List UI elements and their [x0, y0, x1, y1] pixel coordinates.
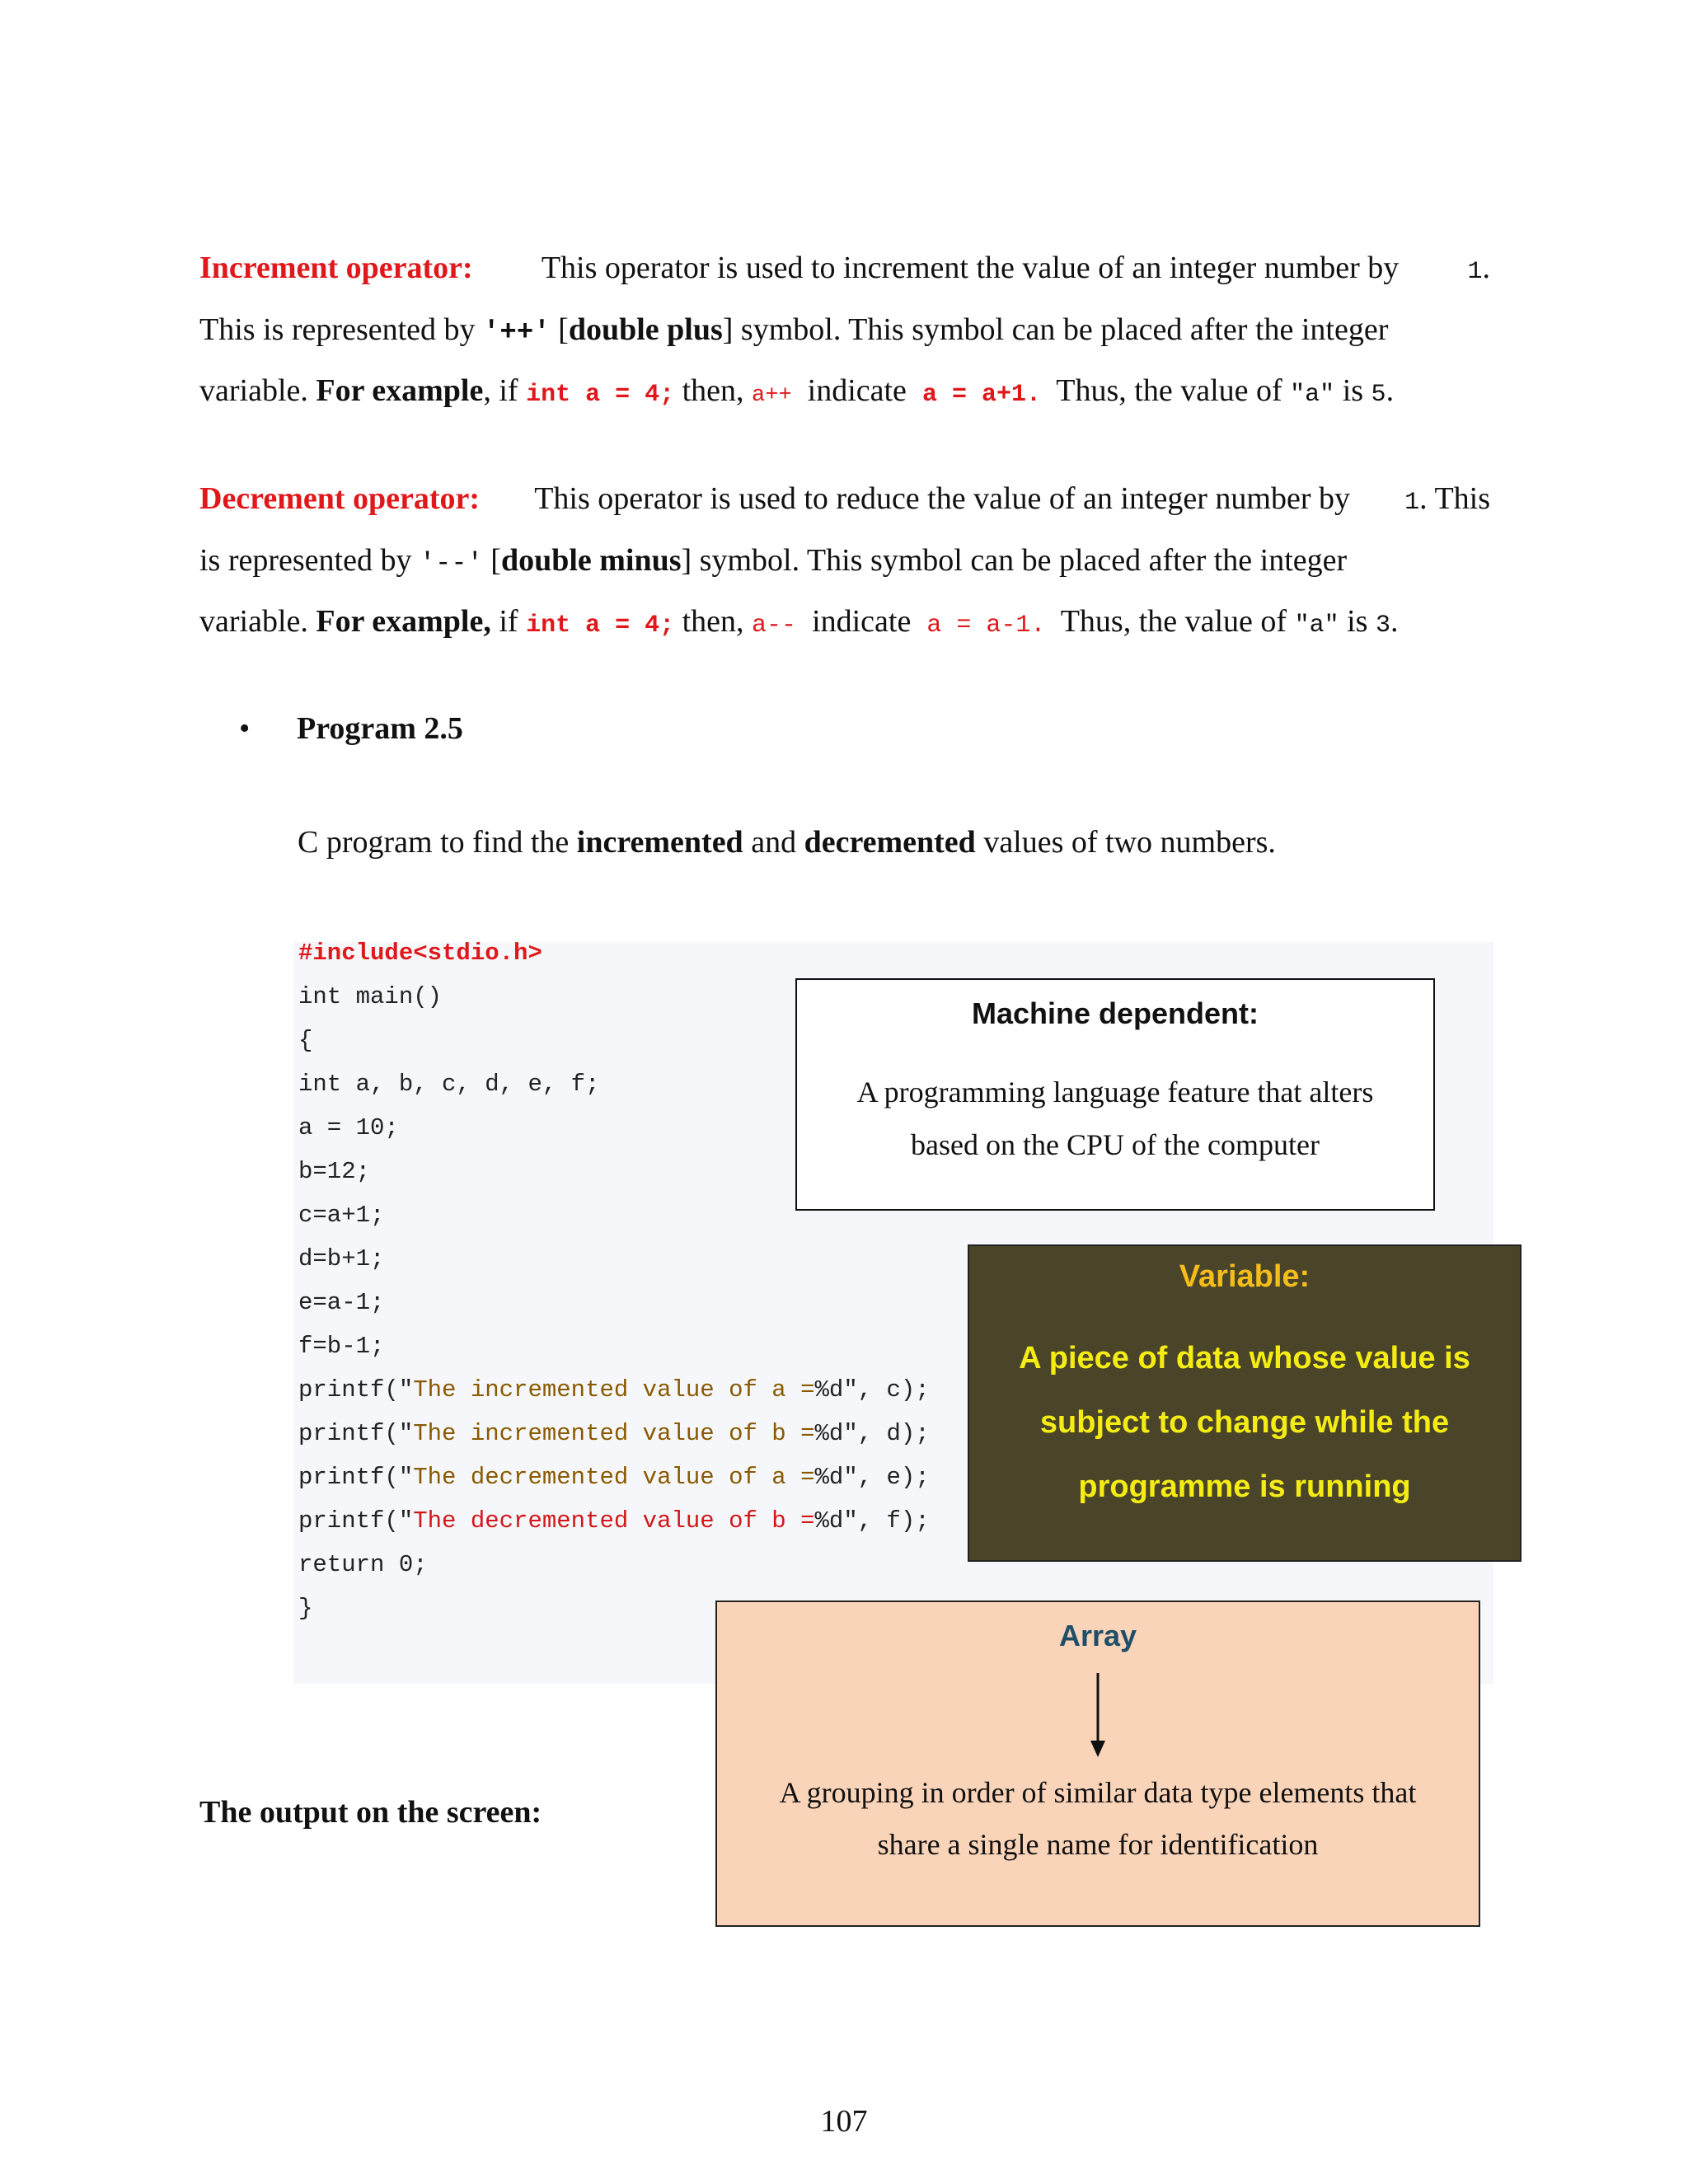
program-desc-bold: incremented	[576, 825, 743, 860]
increment-text: This operator is used to increment the value of an integer number by	[541, 251, 1400, 285]
code-line: d=b+1;	[298, 1245, 385, 1272]
decrement-example-label: For example,	[316, 604, 491, 639]
increment-line-2	[199, 301, 1490, 362]
variable-line: A piece of data whose value is	[1019, 1341, 1470, 1376]
machine-dependent-line: based on the CPU of the computer	[911, 1128, 1320, 1161]
code-printf	[298, 1464, 930, 1491]
increment-heading: Increment operator:	[199, 251, 473, 285]
program-desc-text: and	[751, 825, 797, 860]
decrement-code-declaration: int a = 4;	[526, 612, 675, 640]
decrement-paragraph	[199, 470, 1490, 654]
decrement-text: ] symbol. This symbol can be placed after the integer	[681, 543, 1348, 578]
code-line: b=12;	[298, 1158, 371, 1185]
decrement-text: This operator is used to reduce the value of an integer number by	[534, 481, 1350, 516]
code-token: %d", c);	[814, 1376, 930, 1404]
code-close-brace: }	[298, 1595, 313, 1622]
code-token: printf("	[298, 1507, 414, 1535]
machine-dependent-box	[795, 978, 1435, 1211]
decrement-text: is represented by	[199, 543, 412, 578]
code-line: a = 10;	[298, 1114, 399, 1141]
increment-bold-term: double plus	[568, 312, 723, 347]
program-desc-text: values of two numbers.	[983, 825, 1276, 860]
code-line: int a, b, c, d, e, f;	[298, 1071, 600, 1098]
array-line: share a single name for identification	[877, 1828, 1319, 1861]
decrement-code-operator: a--	[752, 612, 797, 640]
decrement-line-1	[199, 470, 1490, 532]
program-description	[298, 824, 1276, 860]
code-string: The incremented value of a =	[413, 1376, 815, 1404]
increment-bracket: [	[558, 312, 569, 347]
decrement-result: 3	[1375, 612, 1390, 640]
increment-text: , if	[483, 373, 518, 408]
array-line: A grouping in order of similar data type elements that	[779, 1776, 1417, 1809]
increment-punct: .	[1386, 373, 1395, 408]
code-token: %d", f);	[814, 1507, 930, 1535]
increment-text: is	[1342, 373, 1364, 408]
array-title: Array	[1058, 1619, 1137, 1652]
decrement-symbol: '--'	[419, 548, 483, 579]
decrement-punct: . This	[1419, 481, 1490, 516]
output-label: The output on the screen:	[199, 1795, 542, 1830]
decrement-text: Thus, the value of	[1060, 604, 1287, 639]
decrement-number: 1	[1404, 489, 1420, 517]
increment-text: then,	[682, 373, 744, 408]
program-heading	[239, 710, 463, 747]
code-token: %d", e);	[814, 1464, 930, 1491]
array-box	[715, 1601, 1480, 1927]
increment-code-equivalent: a = a+1.	[921, 381, 1041, 409]
code-printf	[298, 1420, 930, 1447]
increment-line-3	[199, 362, 1490, 424]
increment-result: 5	[1371, 381, 1386, 409]
page-number: 107	[820, 2104, 868, 2139]
down-arrow-icon	[717, 1673, 1479, 1759]
code-string: The incremented value of b =	[413, 1420, 815, 1447]
decrement-punct: .	[1390, 604, 1399, 639]
code-line: c=a+1;	[298, 1202, 385, 1229]
code-line: {	[298, 1027, 313, 1054]
machine-dependent-body	[797, 1066, 1433, 1171]
decrement-text: indicate	[812, 604, 912, 639]
code-string: The decremented value of b =	[413, 1507, 815, 1535]
increment-code-declaration: int a = 4;	[526, 381, 675, 409]
array-body	[717, 1767, 1479, 1871]
bullet-icon: •	[239, 711, 251, 746]
code-include: #include<stdio.h>	[298, 940, 542, 967]
code-token: printf("	[298, 1376, 414, 1404]
code-line: int main()	[298, 983, 443, 1010]
code-line: e=a-1;	[298, 1289, 385, 1316]
code-return: return 0;	[298, 1551, 428, 1578]
decrement-code-equivalent: a = a-1.	[926, 612, 1046, 640]
code-string: The decremented value of a =	[413, 1464, 815, 1491]
decrement-bracket: [	[490, 543, 501, 578]
program-desc-text: C program to find the	[298, 825, 570, 860]
increment-text: This is represented by	[199, 312, 476, 347]
code-token: printf("	[298, 1464, 414, 1491]
increment-example-label: For example	[316, 373, 484, 408]
decrement-line-2	[199, 532, 1490, 593]
machine-dependent-title: Machine dependent:	[971, 996, 1259, 1030]
code-token: %d", d);	[814, 1420, 930, 1447]
decrement-text: if	[499, 604, 518, 639]
variable-box	[968, 1244, 1522, 1562]
increment-code-var: "a"	[1290, 381, 1335, 409]
decrement-line-3	[199, 593, 1490, 654]
variable-line: subject to change while the	[1039, 1405, 1450, 1440]
increment-number: 1	[1467, 258, 1483, 286]
increment-text: Thus, the value of	[1056, 373, 1282, 408]
code-token: printf("	[298, 1420, 414, 1447]
machine-dependent-line: A programming language feature that alters	[856, 1076, 1374, 1108]
decrement-text: variable.	[199, 604, 308, 639]
decrement-heading: Decrement operator:	[199, 481, 481, 516]
decrement-text: is	[1347, 604, 1368, 639]
increment-line-1	[199, 239, 1490, 301]
decrement-bold-term: double minus	[500, 543, 682, 578]
increment-symbol: '++'	[483, 317, 551, 349]
decrement-code-var: "a"	[1294, 612, 1339, 640]
increment-code-operator: a++	[752, 383, 792, 408]
decrement-text: then,	[682, 604, 744, 639]
increment-text: ] symbol. This symbol can be placed after the integer	[722, 312, 1389, 347]
program-desc-bold: decremented	[804, 825, 976, 860]
variable-line: programme is running	[1078, 1469, 1411, 1504]
increment-paragraph	[199, 239, 1490, 424]
code-line: f=b-1;	[298, 1333, 385, 1360]
increment-punct: .	[1482, 251, 1490, 285]
increment-text: variable.	[199, 373, 308, 408]
code-printf	[298, 1376, 930, 1404]
program-title: Program 2.5	[297, 711, 463, 746]
variable-title: Variable:	[1179, 1259, 1311, 1294]
variable-body	[969, 1326, 1520, 1519]
code-printf	[298, 1507, 930, 1535]
increment-text: indicate	[807, 373, 907, 408]
